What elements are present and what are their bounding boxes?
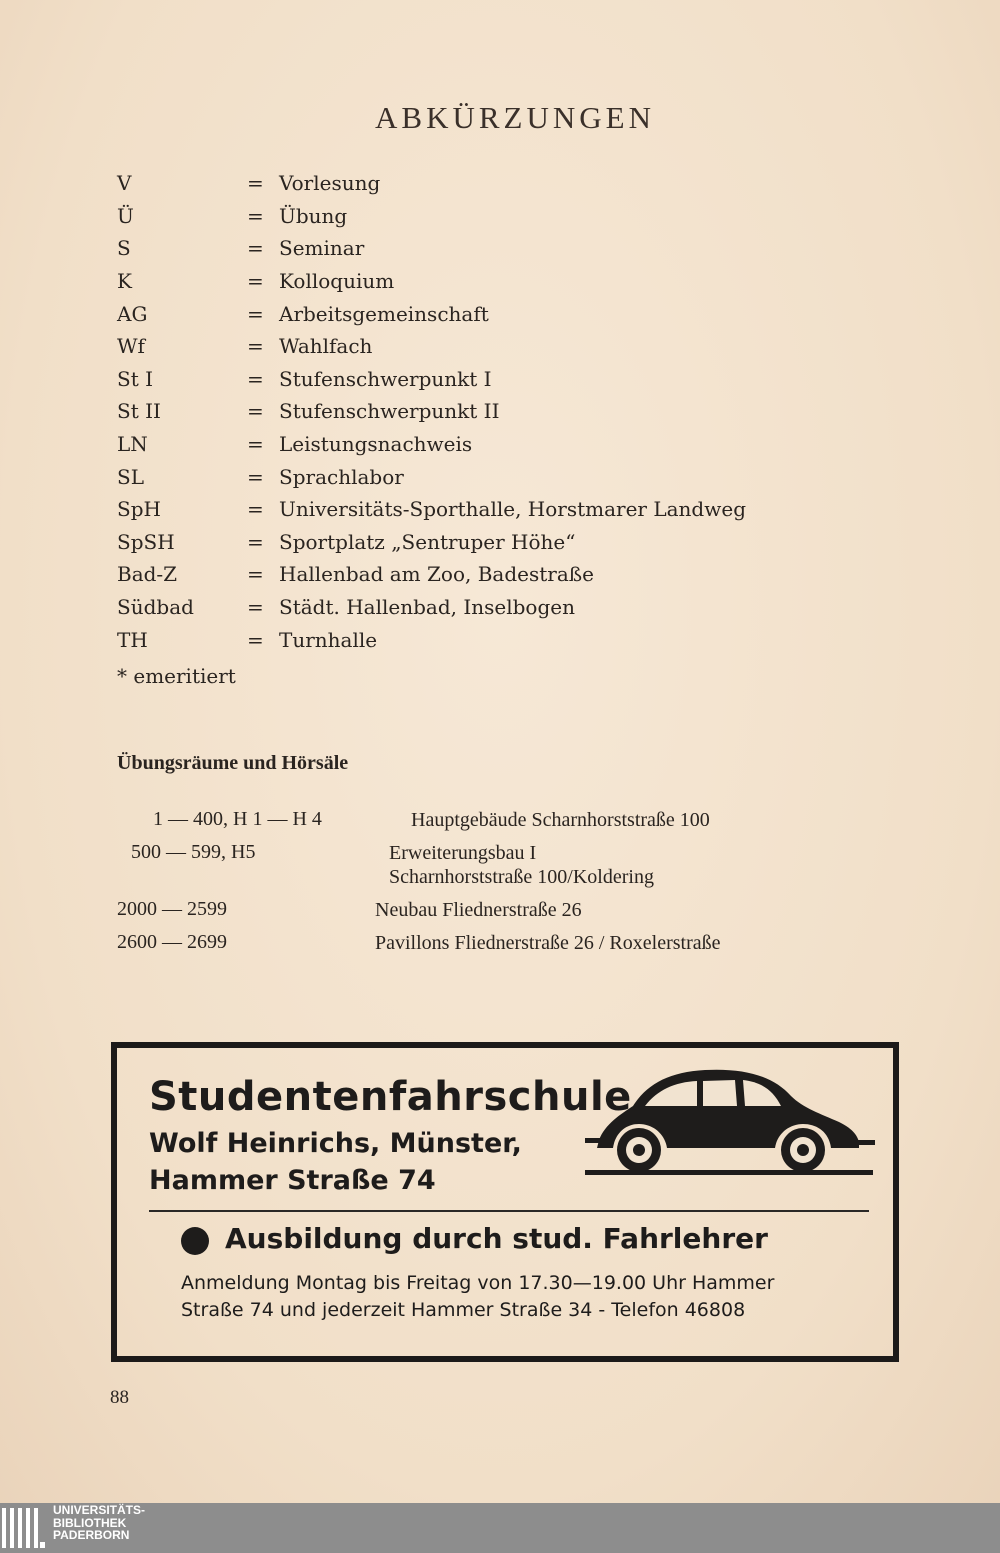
equals-sign: = [247, 366, 264, 391]
library-name [53, 1504, 145, 1542]
equals-sign: = [247, 627, 264, 652]
equals-sign: = [247, 562, 264, 587]
room-description [375, 931, 877, 955]
room-description-line: Pavillons Fliednerstraße 26 / Roxelerstraße [375, 932, 721, 954]
driving-school-advertisement [111, 1042, 899, 1362]
library-name-line: PADERBORN [53, 1528, 130, 1542]
library-logo-icon [0, 1506, 46, 1550]
abbreviation-row [117, 428, 837, 461]
room-range: 1 — 400, H 1 — H 4 [153, 808, 322, 830]
room-description-line: Neubau Fliednerstraße 26 [375, 899, 582, 921]
rooms-table [117, 808, 877, 964]
room-description [389, 841, 877, 889]
equals-sign: = [247, 269, 264, 294]
equals-sign: = [247, 529, 264, 554]
room-description-line: Erweiterungsbau I [389, 842, 537, 864]
room-row [117, 841, 877, 889]
abbreviation-list [117, 167, 837, 656]
abbreviation-row [117, 363, 837, 396]
abbreviation-meaning: Leistungsnachweis [279, 432, 473, 457]
abbreviation-code: SpH [117, 497, 161, 522]
abbreviation-row [117, 200, 837, 233]
abbreviation-meaning: Stufenschwerpunkt II [279, 399, 500, 424]
ad-owner-city: Wolf Heinrichs, Münster, [149, 1128, 522, 1159]
equals-sign: = [247, 203, 264, 228]
abbreviation-meaning: Wahlfach [279, 334, 373, 359]
abbreviation-code: Ü [117, 203, 134, 228]
library-name-line: UNIVERSITÄTS- [53, 1503, 146, 1517]
room-description [375, 898, 877, 922]
abbreviation-meaning: Städt. Hallenbad, Inselbogen [279, 595, 575, 620]
abbreviation-meaning: Sportplatz „Sentruper Höhe“ [279, 529, 576, 554]
abbreviation-row [117, 591, 837, 624]
abbreviation-code: Wf [117, 334, 145, 359]
room-row [117, 808, 877, 832]
ad-info-line: Straße 74 und jederzeit Hammer Straße 34 - Telefon 46808 [181, 1299, 746, 1321]
abbreviation-row [117, 297, 837, 330]
abbreviation-code: K [117, 269, 132, 294]
abbreviation-code: TH [117, 627, 148, 652]
abbreviation-row [117, 167, 837, 200]
equals-sign: = [247, 432, 264, 457]
library-footer-bar [0, 1503, 1000, 1553]
rooms-heading: Übungsräume und Hörsäle [117, 752, 349, 774]
abbreviation-code: AG [117, 301, 148, 326]
abbreviation-row [117, 232, 837, 265]
abbreviation-meaning: Sprachlabor [279, 464, 404, 489]
abbreviation-code: Bad-Z [117, 562, 178, 587]
abbreviation-row [117, 558, 837, 591]
footnote-emeritiert: * emeritiert [117, 664, 236, 688]
room-row [117, 898, 877, 922]
equals-sign: = [247, 595, 264, 620]
abbreviation-row [117, 265, 837, 298]
ad-address: Hammer Straße 74 [149, 1165, 436, 1196]
abbreviation-meaning: Übung [279, 203, 348, 228]
abbreviation-row [117, 623, 837, 656]
ad-school-name: Studentenfahrschule [149, 1074, 632, 1120]
equals-sign: = [247, 301, 264, 326]
abbreviation-code: Südbad [117, 595, 194, 620]
abbreviation-code: St II [117, 399, 161, 424]
room-description [411, 808, 877, 832]
library-name-line: BIBLIOTHEK [53, 1515, 127, 1530]
abbreviation-row [117, 395, 837, 428]
equals-sign: = [247, 464, 264, 489]
abbreviation-meaning: Universitäts-Sporthalle, Horstmarer Landweg [279, 497, 746, 522]
ad-info-line: Anmeldung Montag bis Freitag von 17.30—19.00 Uhr Hammer [181, 1272, 775, 1294]
ad-training-headline: Ausbildung durch stud. Fahrlehrer [225, 1222, 768, 1255]
equals-sign: = [247, 497, 264, 522]
abbreviation-row [117, 460, 837, 493]
room-range: 2600 — 2699 [117, 931, 227, 953]
room-range: 2000 — 2599 [117, 898, 227, 920]
bullet-icon [181, 1227, 209, 1255]
room-range: 500 — 599, H5 [131, 841, 256, 863]
abbreviation-code: LN [117, 432, 148, 457]
page-title: ABKÜRZUNGEN [375, 100, 655, 135]
car-icon [585, 1062, 877, 1182]
equals-sign: = [247, 399, 264, 424]
abbreviation-meaning: Hallenbad am Zoo, Badestraße [279, 562, 594, 587]
abbreviation-row [117, 493, 837, 526]
abbreviation-row [117, 330, 837, 363]
abbreviation-code: V [117, 171, 132, 196]
room-description-line: Hauptgebäude Scharnhorststraße 100 [411, 809, 710, 831]
abbreviation-code: St I [117, 366, 153, 391]
abbreviation-meaning: Seminar [279, 236, 365, 261]
abbreviation-meaning: Vorlesung [279, 171, 381, 196]
abbreviation-row [117, 526, 837, 559]
abbreviation-meaning: Turnhalle [279, 627, 378, 652]
room-row [117, 931, 877, 955]
abbreviation-code: S [117, 236, 131, 261]
abbreviation-meaning: Stufenschwerpunkt I [279, 366, 492, 391]
abbreviation-code: SpSH [117, 529, 175, 554]
equals-sign: = [247, 334, 264, 359]
abbreviation-meaning: Arbeitsgemeinschaft [279, 301, 489, 326]
room-description-line: Scharnhorststraße 100/Koldering [389, 866, 654, 888]
abbreviation-meaning: Kolloquium [279, 269, 395, 294]
abbreviation-code: SL [117, 464, 144, 489]
equals-sign: = [247, 236, 264, 261]
equals-sign: = [247, 171, 264, 196]
ad-divider [149, 1210, 869, 1212]
page-number: 88 [110, 1387, 129, 1408]
